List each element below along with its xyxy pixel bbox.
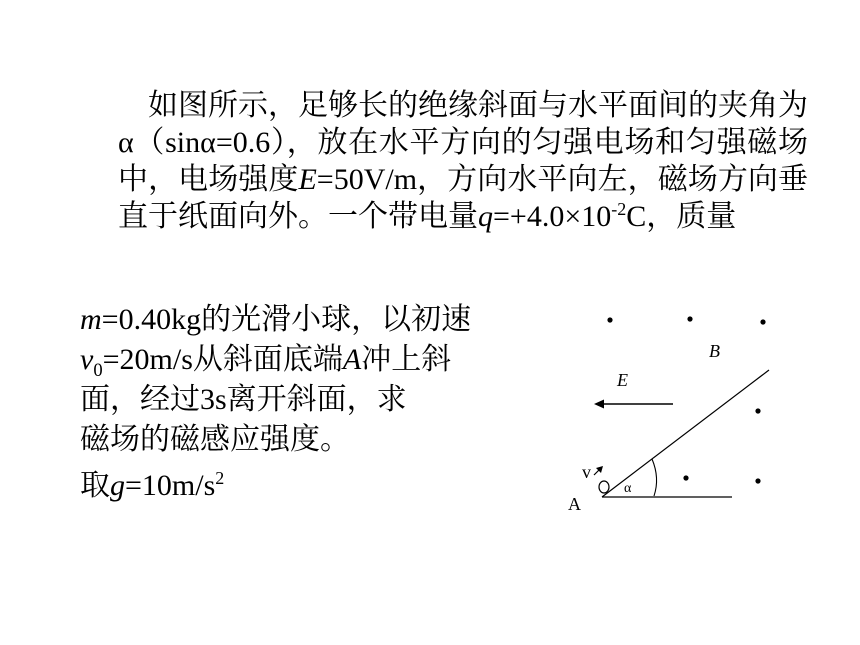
incline-diagram (560, 290, 800, 530)
label-E: E (617, 370, 628, 390)
line-3-text: 面，经过3s离开斜面，求 (80, 383, 407, 416)
symbol-A: A (342, 343, 362, 376)
line-5-text-a: 取 (80, 469, 110, 502)
v-subscript: 0 (93, 360, 103, 381)
text-line-3 (80, 380, 530, 420)
problem-text-part-3: =+4.0×10 (493, 200, 612, 233)
charge-exponent: -2 (611, 199, 627, 219)
field-dot (683, 475, 688, 480)
symbol-v: v (80, 343, 94, 376)
problem-statement (118, 87, 808, 235)
label-alpha: α (624, 481, 632, 496)
ball (599, 481, 609, 493)
text-line-1 (80, 300, 530, 340)
line-5-text-b: =10m/s (125, 469, 216, 502)
g-exponent: 2 (215, 468, 225, 488)
line-1-text: =0.40kg的光滑小球，以初速 (101, 303, 472, 336)
label-A: A (568, 494, 581, 514)
label-v: v (582, 462, 591, 482)
line-2-text-b: 冲上斜 (361, 343, 452, 376)
text-line-2 (80, 340, 530, 380)
field-dot (755, 408, 760, 413)
symbol-q: q (478, 200, 493, 233)
symbol-g: g (110, 469, 125, 502)
field-dot (687, 316, 692, 321)
text-line-4 (80, 420, 530, 460)
line-4-text: 磁场的磁感应强度。 (80, 423, 350, 456)
field-dot (755, 478, 760, 483)
problem-text-part-2: =50V/m，方向水平向左，磁场方向垂直于纸面向外。一个带电量 (118, 163, 808, 233)
angle-arc (652, 459, 657, 496)
label-B: B (709, 341, 720, 361)
field-arrow-head (594, 400, 604, 409)
line-2-text-a: =20m/s从斜面底端 (102, 343, 343, 376)
problem-text-part-4: C，质量 (626, 200, 737, 233)
field-dot (760, 319, 765, 324)
symbol-m: m (80, 303, 102, 336)
symbol-E: E (298, 163, 317, 196)
problem-text-part-1: 如图所示，足够长的绝缘斜面与水平面间的夹角为α（sinα=0.6），放在水平方向的匀强电场和匀强磁场中，电场强度 (118, 89, 808, 196)
problem-continuation (80, 300, 530, 506)
text-line-5 (80, 466, 530, 506)
field-dot (607, 317, 612, 322)
